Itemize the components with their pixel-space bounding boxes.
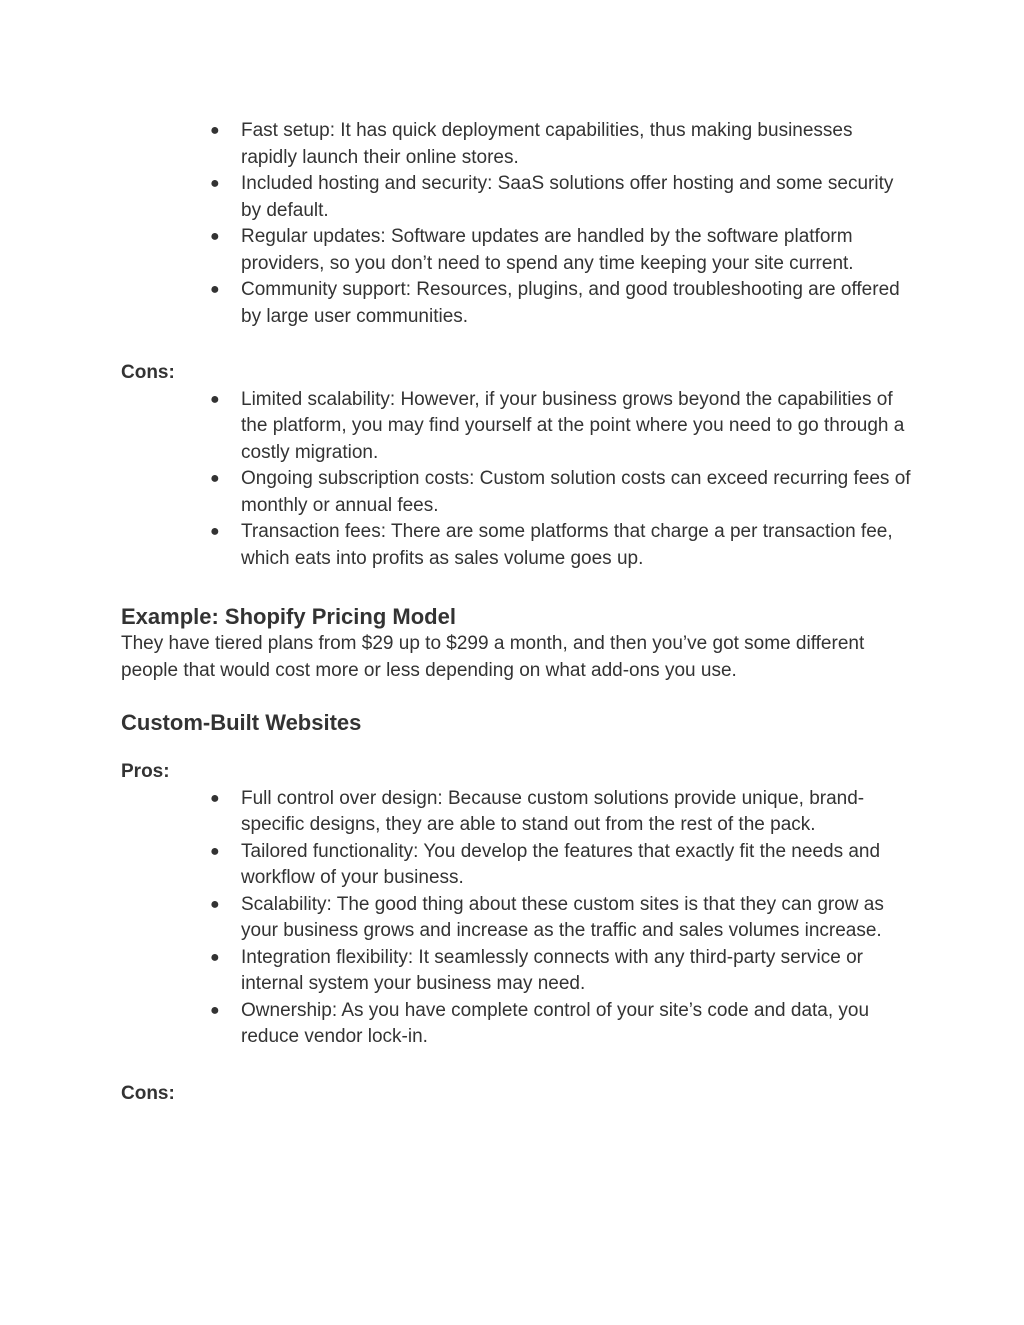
- list-item-text: Ownership: As you have complete control of your site’s code and data, you reduce vendor lock-in.: [241, 999, 870, 1047]
- list-item: [210, 839, 911, 892]
- list-item-text: Fast setup: It has quick deployment capabilities, thus making businesses rapidly launch their online stores.: [241, 120, 853, 168]
- bullet-icon: ●: [210, 228, 220, 245]
- list-item-text: Community support: Resources, plugins, and good troubleshooting are offered by large user communities.: [241, 279, 900, 327]
- bullet-icon: ●: [210, 842, 220, 860]
- list-item: [210, 786, 911, 839]
- list-item: [210, 387, 911, 467]
- list-item: [210, 277, 911, 330]
- saas-pros-list: [121, 118, 911, 330]
- cons-label: Cons:: [121, 1082, 175, 1104]
- bullet-icon: ●: [210, 390, 220, 408]
- list-item-text: Regular updates: Software updates are handled by the software platform providers, so you don’t need to spend any time keeping your site current.: [241, 226, 854, 274]
- list-item: [210, 892, 911, 945]
- example-paragraph: They have tiered plans from $29 up to $299 a month, and then you’ve got some different people that would cost more or less depending on what add-ons you use.: [121, 633, 865, 681]
- list-item: [210, 466, 911, 519]
- custom-pros-list: [121, 786, 911, 1051]
- list-item-text: Ongoing subscription costs: Custom solution costs can exceed recurring fees of monthly or annual fees.: [241, 468, 911, 516]
- document-page: [121, 118, 911, 1107]
- list-item-text: Full control over design: Because custom solutions provide unique, brand-specific designs, they are able to stand out from the rest of the pack.: [241, 787, 865, 835]
- saas-cons-list: [121, 387, 911, 573]
- list-item-text: Integration flexibility: It seamlessly connects with any third-party service or internal system your business may need.: [241, 946, 863, 994]
- bullet-icon: ●: [210, 470, 220, 487]
- pros-label: Pros:: [121, 761, 170, 782]
- list-item-text: Scalability: The good thing about these custom sites is that they can grow as your business grows and increase as the traffic and sales volumes increase.: [241, 893, 884, 941]
- custom-built-heading: Custom-Built Websites: [121, 710, 362, 735]
- example-heading: Example: Shopify Pricing Model: [121, 604, 456, 629]
- bullet-icon: ●: [210, 281, 220, 298]
- bullet-icon: ●: [210, 122, 220, 139]
- bullet-icon: ●: [210, 948, 220, 966]
- list-item-text: Limited scalability: However, if your business grows beyond the capabilities of the platform, you may find yourself at the point where you need to go through a costly migration.: [241, 388, 905, 463]
- bullet-icon: ●: [210, 1001, 220, 1019]
- bullet-icon: ●: [210, 175, 220, 192]
- list-item: [210, 171, 911, 224]
- bullet-icon: ●: [210, 523, 220, 540]
- list-item: [210, 224, 911, 277]
- list-item: [210, 118, 911, 171]
- list-item-text: Transaction fees: There are some platforms that charge a per transaction fee, which eats into profits as sales volume goes up.: [241, 521, 893, 569]
- cons-label: Cons:: [121, 362, 175, 383]
- bullet-icon: ●: [210, 789, 220, 807]
- bullet-icon: ●: [210, 895, 220, 913]
- list-item: [210, 519, 911, 572]
- list-item: [210, 945, 911, 998]
- list-item-text: Tailored functionality: You develop the features that exactly fit the needs and workflow of your business.: [241, 840, 881, 888]
- list-item: [210, 998, 911, 1051]
- list-item-text: Included hosting and security: SaaS solutions offer hosting and some security by default.: [241, 173, 894, 221]
